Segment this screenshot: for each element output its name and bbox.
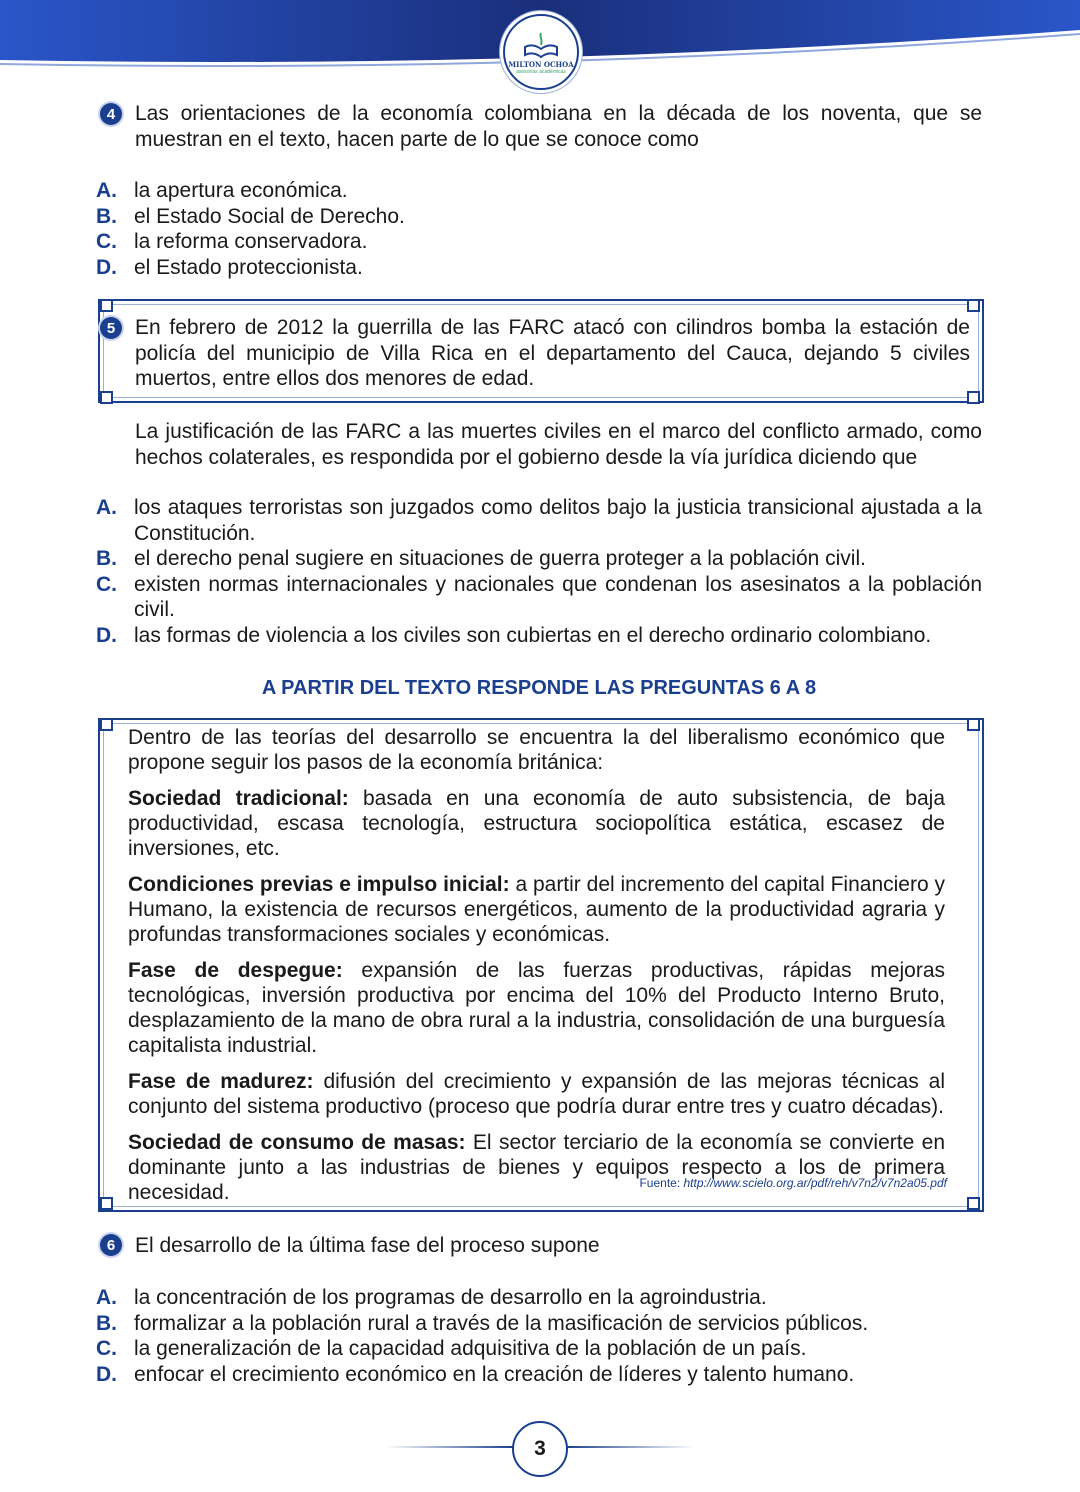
question-6-text: El desarrollo de la última fase del proceso supone bbox=[135, 1234, 600, 1257]
reading-term: Sociedad de consumo de masas: bbox=[128, 1131, 466, 1154]
logo-subtitle: asesorías académicas bbox=[516, 69, 566, 75]
question-5-context: En febrero de 2012 la guerrilla de las FARC atacó con cilindros bomba la estación de policía del municipio de Villa Rica en el departamento del Cauca, dejando 5 civiles muertos, entre ellos dos menores de edad. bbox=[135, 316, 970, 390]
logo-name: MILTON OCHOA bbox=[508, 60, 574, 69]
frame-corner bbox=[967, 391, 980, 404]
reading-item: Fase de despegue: expansión de las fuerzas productivas, rápidas mejoras tecnológicas, inversión productiva por encima del 10% del Producto Interno Bruto, desplazamiento de la mano de obra rural a la industria, consolidación de una burguesía capitalista industrial. bbox=[128, 959, 945, 1057]
reading-item: Sociedad de consumo de masas: El sector terciario de la economía se convierte en dominante junto a las industrias de bienes y equipos respecto a los de primera necesidad. bbox=[128, 1131, 946, 1204]
option-a[interactable]: A. la apertura económica. bbox=[96, 179, 348, 202]
reading-term: Condiciones previas e impulso inicial: bbox=[128, 873, 510, 896]
question-4-options bbox=[96, 178, 982, 280]
reading-text bbox=[128, 725, 945, 1216]
option-c[interactable]: C. la reforma conservadora. bbox=[96, 230, 368, 253]
source-link[interactable]: http://www.scielo.org.ar/pdf/reh/v7n2/v7n2a05.pdf bbox=[683, 1176, 947, 1190]
frame-corner bbox=[100, 1197, 113, 1210]
option-a[interactable]: A. los ataques terroristas son juzgados como delitos bajo la justicia transicional ajustada a la Constitución. bbox=[96, 496, 982, 545]
brand-logo bbox=[503, 14, 579, 90]
reading-item: Condiciones previas e impulso inicial: a partir del incremento del capital Financiero y Humano, la existencia de recursos energéticos, aumento de la productividad agraria y profundas transformaciones sociales y económicas. bbox=[128, 873, 945, 946]
footer-line-right bbox=[565, 1446, 695, 1448]
footer-line-left bbox=[385, 1446, 513, 1448]
question-6-options bbox=[96, 1285, 982, 1387]
book-icon bbox=[521, 29, 561, 59]
source-citation: Fuente: http://www.scielo.org.ar/pdf/reh/v7n2/v7n2a05.pdf bbox=[639, 1176, 947, 1190]
frame-corner bbox=[100, 718, 113, 731]
reading-item: Sociedad tradicional: basada en una economía de auto subsistencia, de baja productividad, escasa tecnología, estructura sociopolítica estática, escasez de inversiones, etc. bbox=[128, 787, 945, 860]
option-b[interactable]: B. formalizar a la población rural a través de la masificación de servicios públicos. bbox=[96, 1311, 869, 1335]
option-a[interactable]: A. la concentración de los programas de desarrollo en la agroindustria. bbox=[96, 1286, 767, 1309]
question-4-number: 4 bbox=[100, 103, 122, 125]
option-d[interactable]: D. enfocar el crecimiento económico en la creación de líderes y talento humano. bbox=[96, 1362, 855, 1386]
reading-term: Sociedad tradicional: bbox=[128, 787, 349, 810]
option-d[interactable]: D. las formas de violencia a los civiles son cubiertas en el derecho ordinario colombiano. bbox=[96, 623, 932, 647]
question-6-number: 6 bbox=[100, 1234, 122, 1256]
reading-term: Fase de despegue: bbox=[128, 959, 343, 982]
question-5-options bbox=[96, 495, 982, 648]
option-b[interactable]: B. el Estado Social de Derecho. bbox=[96, 204, 405, 228]
option-c[interactable]: C. existen normas internacionales y nacionales que condenan los asesinatos a la población civil. bbox=[96, 572, 982, 621]
question-5-text: La justificación de las FARC a las muertes civiles en el marco del conflicto armado, como hechos colaterales, es respondida por el gobierno desde la vía jurídica diciendo que bbox=[135, 420, 982, 469]
option-d[interactable]: D. el Estado proteccionista. bbox=[96, 255, 363, 279]
frame-corner bbox=[967, 1197, 980, 1210]
question-5-number: 5 bbox=[100, 317, 122, 339]
option-c[interactable]: C. la generalización de la capacidad adquisitiva de la población de un país. bbox=[96, 1337, 807, 1360]
page-number: 3 bbox=[512, 1421, 568, 1477]
frame-corner bbox=[100, 299, 113, 312]
reading-term: Fase de madurez: bbox=[128, 1070, 314, 1093]
frame-corner bbox=[967, 299, 980, 312]
option-b[interactable]: B. el derecho penal sugiere en situaciones de guerra proteger a la población civil. bbox=[96, 547, 866, 570]
frame-corner bbox=[967, 718, 980, 731]
frame-corner bbox=[100, 391, 113, 404]
question-4-text: Las orientaciones de la economía colombiana en la década de los noventa, que se muestran en el texto, hacen parte de lo que se conoce como bbox=[135, 102, 982, 151]
reading-intro: Dentro de las teorías del desarrollo se encuentra la del liberalismo económico que propone seguir los pasos de la economía británica: bbox=[128, 726, 945, 774]
section-title: A PARTIR DEL TEXTO RESPONDE LAS PREGUNTAS 6 A 8 bbox=[261, 677, 817, 699]
reading-item: Fase de madurez: difusión del crecimiento y expansión de las mejoras técnicas al conjunto del sistema productivo (proceso que podría durar entre tres y cuatro décadas). bbox=[128, 1070, 945, 1118]
